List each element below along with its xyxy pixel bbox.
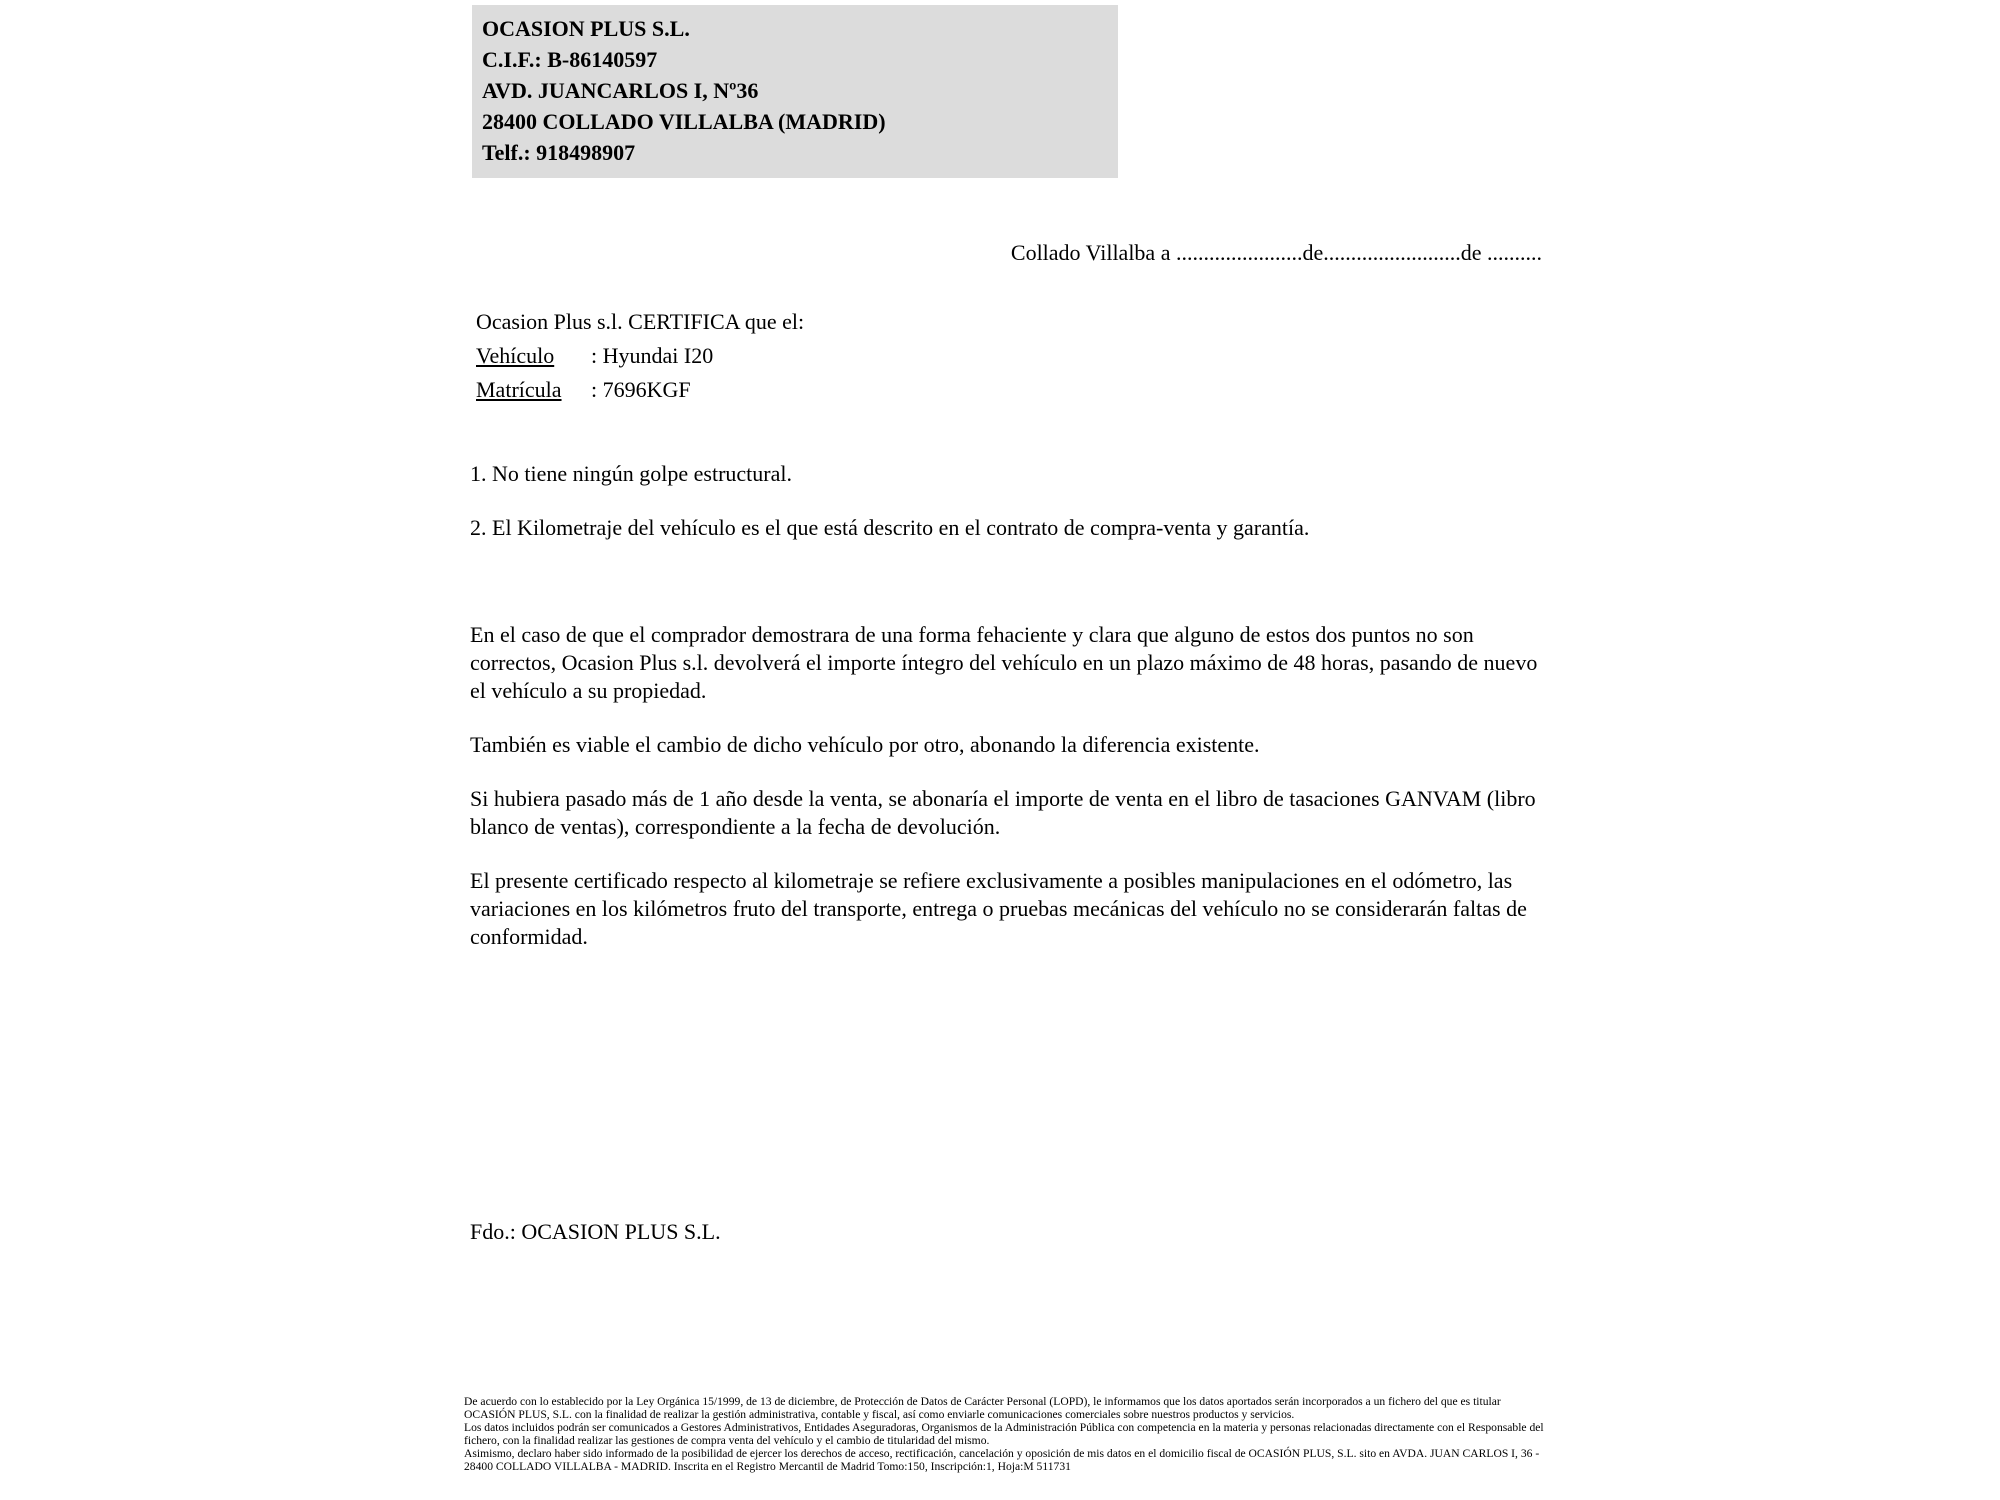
vehicle-label: Vehículo bbox=[476, 343, 555, 368]
company-address: AVD. JUANCARLOS I, Nº36 bbox=[482, 78, 759, 103]
legal-footer bbox=[464, 1395, 1554, 1473]
certify-block bbox=[476, 305, 804, 407]
certified-point-2: 2. El Kilometraje del vehículo es el que está descrito en el contrato de compra-venta y garantía. bbox=[470, 515, 1310, 540]
company-phone: Telf.: 918498907 bbox=[482, 140, 636, 165]
vehicle-row bbox=[476, 339, 804, 373]
terms-paragraphs bbox=[470, 621, 1550, 977]
terms-paragraph-odometer: El presente certificado respecto al kilometraje se refiere exclusivamente a posibles manipulaciones en el odómetro, las variaciones en los kilómetros fruto del transporte, entrega o pruebas mecánicas del vehículo no se considerarán faltas de conformidad. bbox=[470, 868, 1527, 949]
certify-intro: Ocasion Plus s.l. CERTIFICA que el: bbox=[476, 309, 805, 334]
terms-paragraph-refund: En el caso de que el comprador demostrara de una forma fehaciente y clara que alguno de estos dos puntos no son correctos, Ocasion Plus s.l. devolverá el importe íntegro del vehículo en un plazo máximo de 48 horas, pasando de nuevo el vehículo a su propiedad. bbox=[470, 622, 1538, 703]
company-name: OCASION PLUS S.L. bbox=[482, 16, 690, 41]
company-header-box bbox=[472, 5, 1118, 178]
plate-label: Matrícula bbox=[476, 377, 562, 402]
legal-footer-rights: Asimismo, declaro haber sido informado de la posibilidad de ejercer los derechos de acceso, rectificación, cancelación y oposición de mis datos en el domicilio fiscal de OCASIÓN PLUS, S.L. sito en AVDA. JUAN CARLOS I, 36 - 28400 COLLADO VILLALBA - MADRID. Inscrita en el Registro Mercantil de Madrid Tomo:150, Inscripción:1, Hoja:M 511731 bbox=[464, 1447, 1540, 1473]
terms-paragraph-exchange: También es viable el cambio de dicho vehículo por otro, abonando la diferencia existente. bbox=[470, 732, 1260, 757]
certified-point-1: 1. No tiene ningún golpe estructural. bbox=[470, 461, 792, 486]
plate-value: : 7696KGF bbox=[591, 377, 691, 402]
signature-line: Fdo.: OCASION PLUS S.L. bbox=[470, 1219, 721, 1244]
terms-paragraph-ganvam: Si hubiera pasado más de 1 año desde la venta, se abonaría el importe de venta en el libro de tasaciones GANVAM (libro blanco de ventas), correspondiente a la fecha de devolución. bbox=[470, 786, 1536, 839]
vehicle-value: : Hyundai I20 bbox=[591, 343, 714, 368]
date-line: Collado Villalba a .......................de.........................de .......... bbox=[1010, 240, 1542, 265]
company-city: 28400 COLLADO VILLALBA (MADRID) bbox=[482, 109, 886, 134]
plate-row bbox=[476, 373, 804, 407]
company-cif: C.I.F.: B-86140597 bbox=[482, 47, 658, 72]
legal-footer-lopd: De acuerdo con lo establecido por la Ley Orgánica 15/1999, de 13 de diciembre, de Protección de Datos de Carácter Personal (LOPD), le informamos que los datos aportados serán incorporados a un fichero del que es titular OCASIÓN PLUS, S.L. con la finalidad de realizar la gestión administrativa, contable y fiscal, así como enviarle comunicaciones comerciales sobre nuestros productos y servicios. bbox=[464, 1395, 1501, 1421]
legal-footer-data-sharing: Los datos incluidos podrán ser comunicados a Gestores Administrativos, Entidades Aseguradoras, Organismos de la Administración Pública con competencia en la materia y personas relacionadas directamente con el Responsable del fichero, con la finalidad realizar las gestiones de compra venta del vehículo y el cambio de titularidad del mismo. bbox=[464, 1421, 1544, 1447]
